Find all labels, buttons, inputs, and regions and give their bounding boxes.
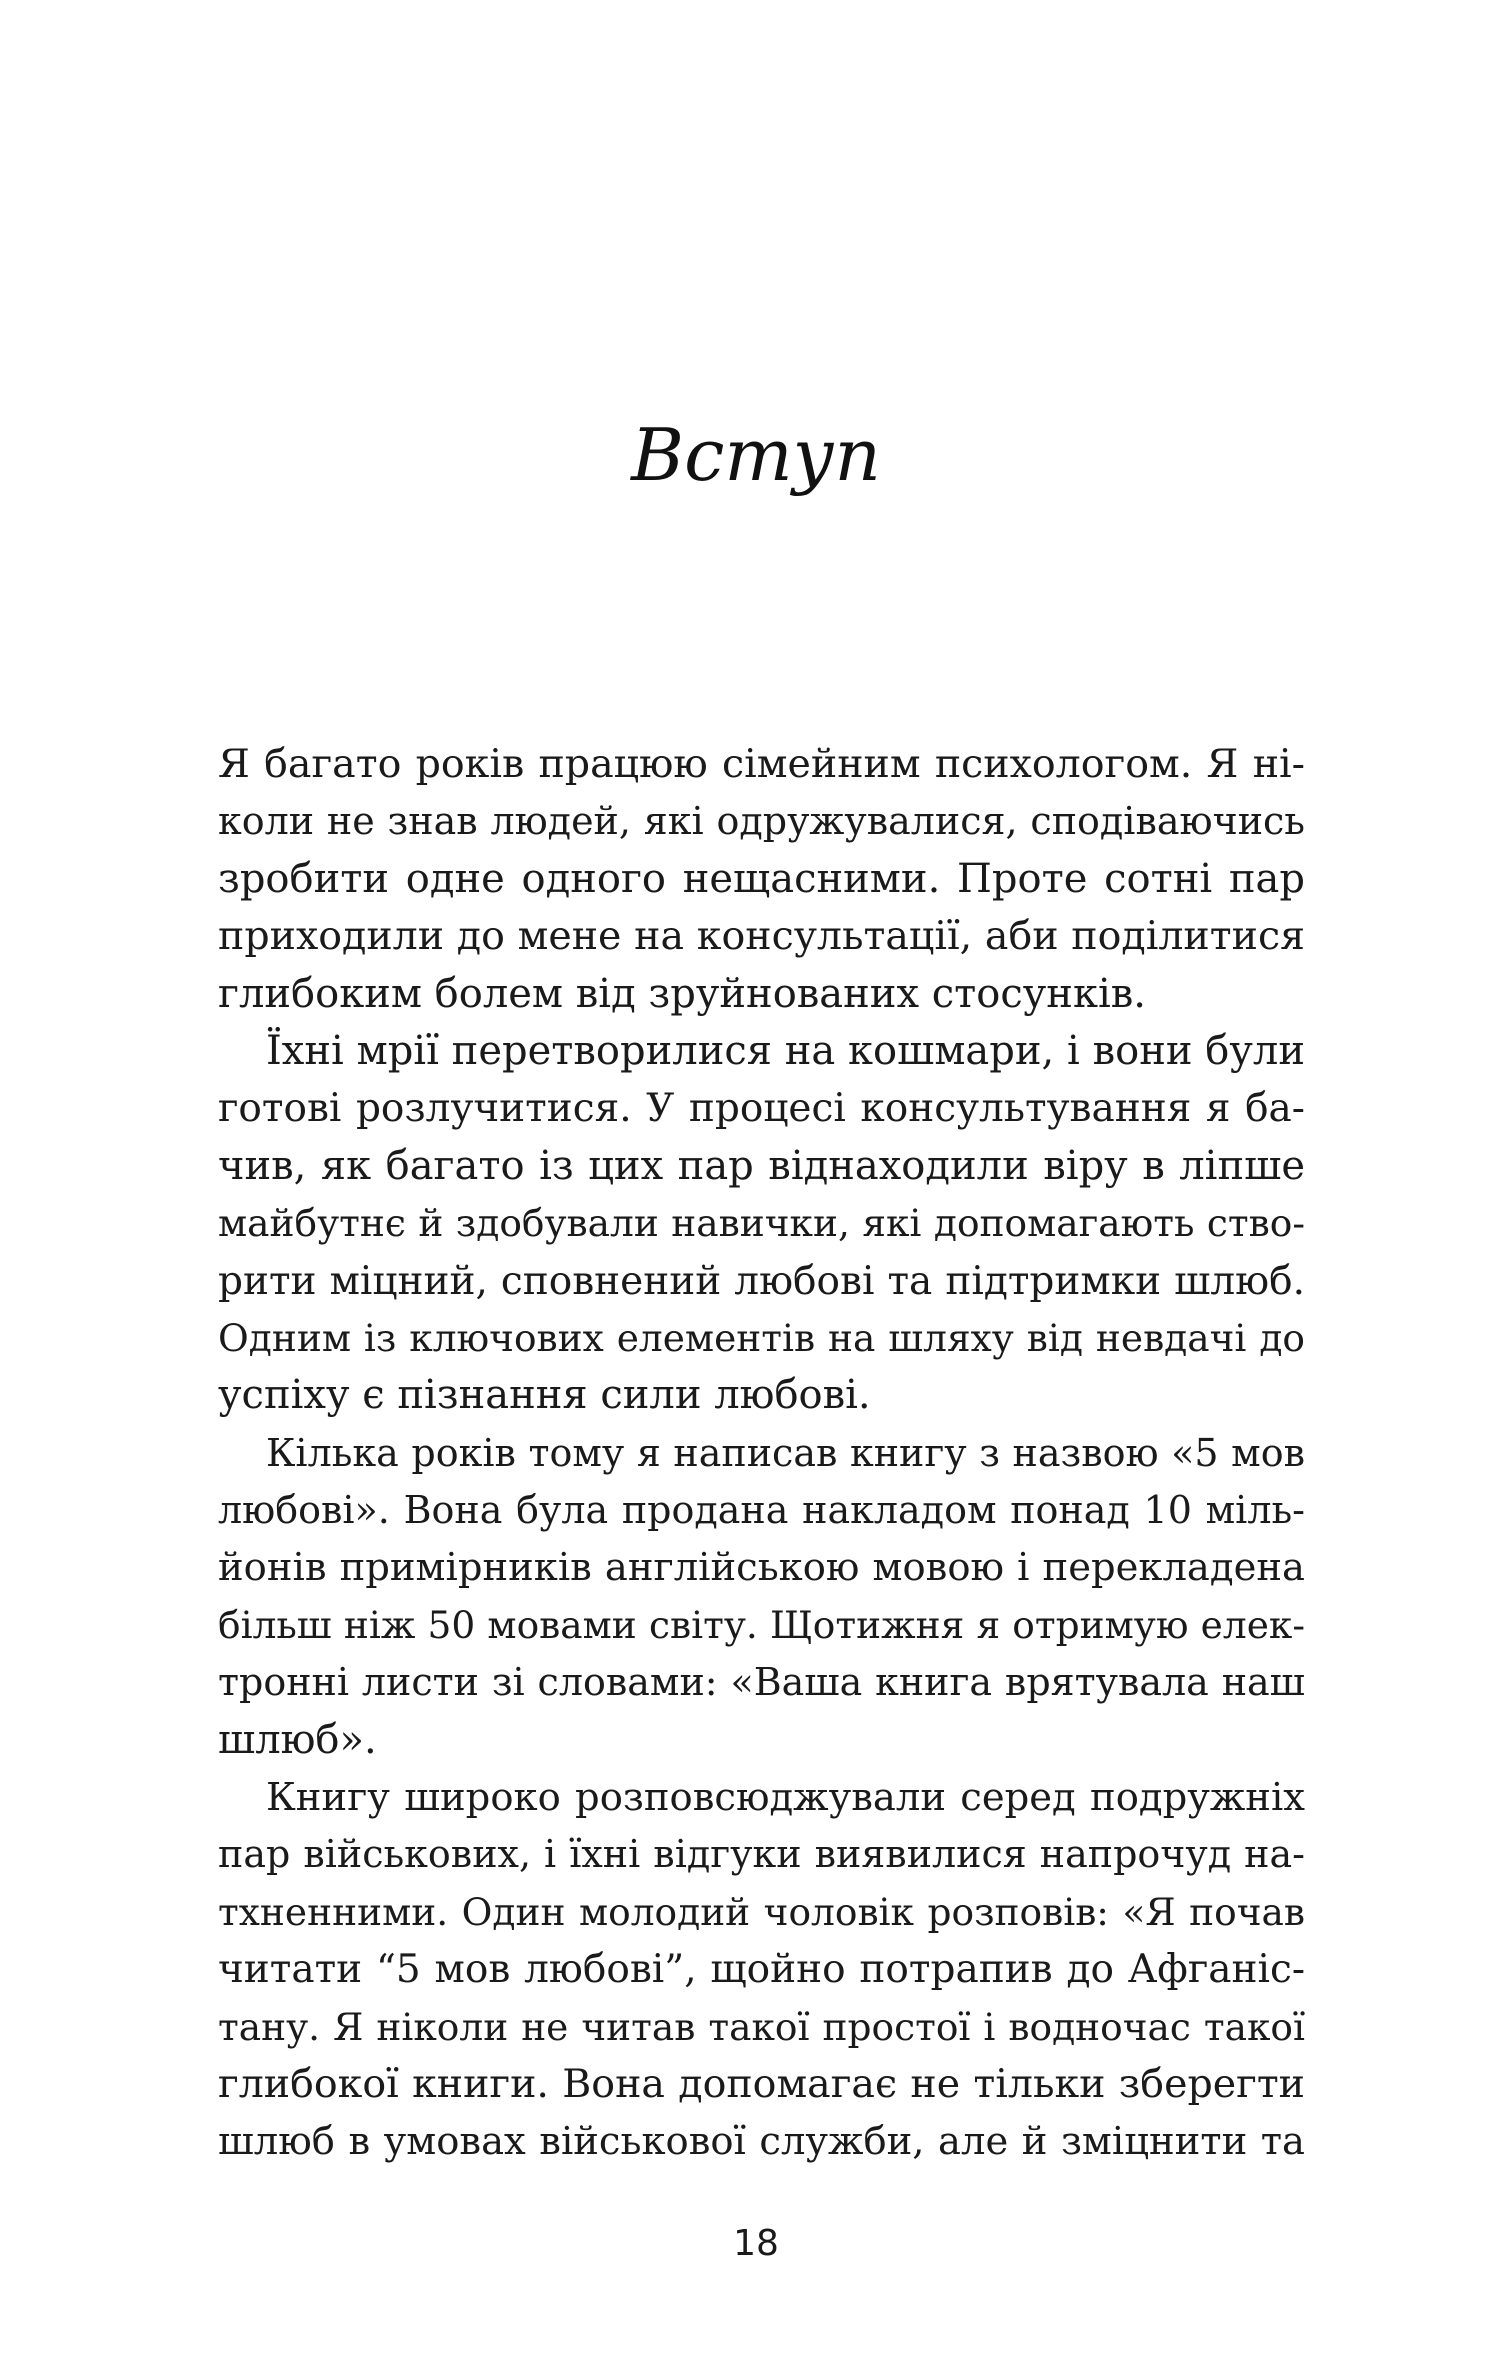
- text-line: тронні листи зі словами: «Ваша книга врятувала наш: [218, 1660, 1305, 1705]
- text-line: готові розлучитися. У процесі консультування я ба-: [218, 1086, 1305, 1132]
- chapter-title: Вступ: [631, 413, 881, 497]
- text-line: приходили до мене на консультації, аби поділитися: [218, 913, 1305, 960]
- text-line: йонів примірників англійською мовою і перекладена: [218, 1545, 1305, 1591]
- text-line: Кілька років тому я написав книгу з назвою «5 мов: [266, 1430, 1305, 1475]
- text-line: майбутнє й здобували навички, які допомагають ство-: [218, 1201, 1305, 1246]
- text-line: читати “5 мов любові”, щойно потрапив до Афганіс-: [218, 1947, 1305, 1993]
- text-line: глибокої книги. Вона допомагає не тільки зберегти: [218, 2060, 1305, 2107]
- text-line: чив, як багато із цих пар віднаходили віру в ліпше: [218, 1142, 1305, 1189]
- text-line: Їхні мрії перетворилися на кошмари, і вони були: [266, 1027, 1305, 1074]
- text-line: шлюб».: [218, 1716, 377, 1763]
- text-line: любові». Вона була продана накладом понад 10 міль-: [218, 1488, 1305, 1533]
- text-line: Я багато років працюю сімейним психологом. Я ні-: [218, 741, 1305, 787]
- text-line: тхненними. Один молодий чоловік розповів: «Я почав: [218, 1889, 1305, 1934]
- body-text: [218, 736, 1305, 2171]
- text-line: коли не знав людей, які одружувалися, сподіваючись: [218, 799, 1305, 844]
- text-line: рити міцний, сповнений любові та підтримки шлюб.: [218, 1258, 1305, 1304]
- text-line: успіху є пізнання сили любові.: [218, 1372, 871, 1419]
- text-line: пар військових, і їхні відгуки виявилися напрочуд на-: [218, 1832, 1305, 1877]
- text-line: Книгу широко розповсюджували серед подружніх: [266, 1775, 1305, 1821]
- page-number: 18: [733, 2223, 779, 2264]
- text-line: тану. Я ніколи не читав такої простої і водночас такої: [218, 2004, 1305, 2049]
- text-line: глибоким болем від зруйнованих стосунків.: [218, 970, 1146, 1017]
- text-line: більш ніж 50 мовами світу. Щотижня я отримую елек-: [218, 1602, 1305, 1647]
- text-line: Одним із ключових елементів на шляху від невдачі до: [218, 1315, 1305, 1360]
- text-line: зробити одне одного нещасними. Проте сотні пар: [218, 855, 1305, 902]
- text-line: шлюб в умовах військової служби, але й зміцнити та: [218, 2119, 1305, 2165]
